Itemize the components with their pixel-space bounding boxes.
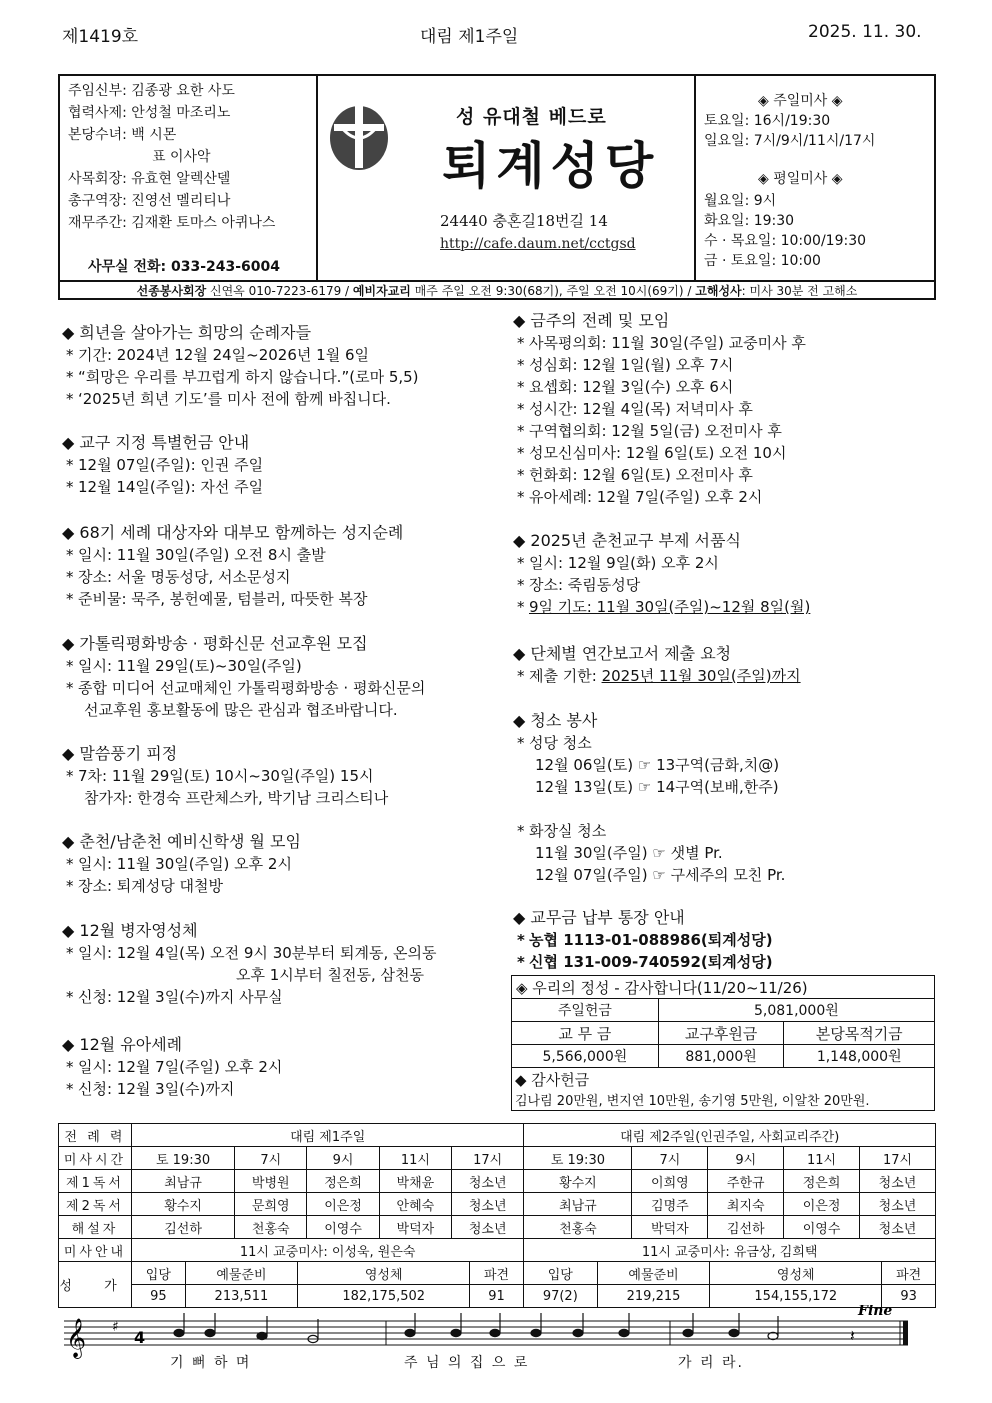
sunday-offering-label: 주일헌금 — [512, 999, 659, 1022]
notice-sick-communion: ◆ 12월 병자영성체 * 일시: 12월 4일(목) 오전 9시 30분부터 퇴계동, 온의동 오후 1시부터 칠전동, 삼천동 * 신청: 12월 3일(수)까지 사무실 — [62, 920, 437, 1008]
thanks-offering-list: 김나림 20만원, 변지연 10만원, 송기영 5만원, 이알찬 20만원. — [515, 1094, 870, 1109]
liturgy-title: 대림 제1주일 — [420, 27, 519, 47]
offering-header: 교 무 금 — [512, 1022, 659, 1045]
church-name: 퇴계성당 — [442, 137, 660, 195]
svg-text:𝄞: 𝄞 — [66, 1318, 87, 1358]
week1-title: 대림 제1주일 — [132, 1124, 524, 1147]
notice-cleaning: ◆ 청소 봉사 * 성당 청소 12월 06일(토) ☞ 13구역(금화,치@) 12월 13일(토) ☞ 14구역(보배,한주) * 화장실 청소 11월 30일(주일) ☞ 샛별 Pr. 12월 07일(주일) ☞ 구세주의 모친 Pr. — [513, 710, 785, 886]
table-row: 제1독서 최남규 박병원 정은희 박채윤 청소년 황수지 이희영 주한규 정은희 청소년 — [59, 1170, 936, 1193]
weekday-mass-row: 월요일: 9시 — [704, 193, 777, 209]
offering-panel — [511, 975, 935, 1111]
schedule-label: 성 가 — [59, 1262, 132, 1308]
weekday-mass-row: 수 · 목요일: 10:00/19:30 — [704, 233, 867, 249]
notice-bank-accounts: ◆ 교무금 납부 통장 안내 * 농협 1113-01-088986(퇴계성당) * 신협 131-009-740592(퇴계성당) — [513, 907, 773, 973]
issue-number: 제1419호 — [62, 27, 139, 47]
sunday-mass-title: ◈ 주일미사 ◈ — [758, 93, 843, 109]
notice-seminarian: ◆ 춘천/남춘천 예비신학생 월 모임 * 일시: 11월 30일(주일) 오후 2시 * 장소: 퇴계성당 대철방 — [62, 831, 301, 897]
weekday-mass-row: 화요일: 19:30 — [704, 213, 795, 229]
schedule-label: 전 례 력 — [59, 1124, 132, 1147]
contact-bar: 선종봉사회장 신연옥 010-7223-6179 / 예비자교리 매주 주일 오전 9:30(68기), 주일 오전 10시(69기) / 고해성사: 미사 30분 전 고해소 — [60, 280, 934, 300]
svg-text:𝄽: 𝄽 — [850, 1326, 855, 1345]
notice-special-collection: ◆ 교구 지정 특별헌금 안내 * 12월 07일(주일): 인권 주일 * 12월 14일(주일): 자선 주일 — [62, 432, 263, 498]
notice-jubilee: ◆ 희년을 살아가는 희망의 순례자들 * 기간: 2024년 12월 24일~2026년 1월 6일 * “희망은 우리를 부끄럽게 하지 않습니다.”(로마 5,5) * ‘2025년 희년 기도’를 미사 전에 함께 바칩니다. — [62, 322, 419, 410]
fine-mark: Fine — [858, 1305, 893, 1319]
church-logo-icon — [328, 100, 390, 172]
staff-row: 사목회장: 유효현 알렉산델 — [68, 171, 231, 187]
offering-value: 881,000원 — [658, 1045, 784, 1068]
staff-row: 총구역장: 진영선 멜리티나 — [68, 193, 231, 209]
schedule-label: 제1독서 — [59, 1170, 132, 1193]
week2-title: 대림 제2주일(인권주일, 사회교리주간) — [524, 1124, 936, 1147]
thanks-offering-title: ◆ 감사헌금 — [515, 1071, 590, 1089]
hymn-table: 성 가 입당 예물준비 영성체 파견 입당 예물준비 영성체 파견 95 213,511 182,175,502 91 97(2) 219,215 154,155,172 93 — [58, 1261, 936, 1308]
hymn-lyric: 가 리 라. — [678, 1355, 744, 1371]
novena-dates: 9일 기도: 11월 30일(주일)~12월 8일(월) — [529, 598, 811, 616]
mass-times — [694, 76, 936, 280]
table-row: 제2독서 황수지 문희영 이은정 안혜숙 청소년 최남규 김명주 최지숙 이은정 청소년 — [59, 1193, 936, 1216]
sunday-mass-row: 일요일: 7시/9시/11시/17시 — [704, 133, 876, 149]
schedule-label: 미사시간 — [59, 1147, 132, 1170]
notice-mission-support: ◆ 가톨릭평화방송 · 평화신문 선교후원 모집 * 일시: 11월 29일(토)~30일(주일) * 종합 미디어 선교매체인 가톨릭평화방송 · 평화신문의 선교후원 홍보활동에 많은 관심과 협조바랍니다. — [62, 633, 425, 721]
notice-infant-baptism: ◆ 12월 유아세례 * 일시: 12월 7일(주일) 오후 2시 * 신청: 12월 3일(수)까지 — [62, 1034, 282, 1100]
staff-row: 표 이사악 — [152, 149, 211, 165]
weekday-mass-title: ◈ 평일미사 ◈ — [758, 171, 843, 187]
staff-list — [60, 76, 318, 280]
ministry-schedule — [58, 1123, 936, 1308]
staff-row: 협력사제: 안성철 마조리노 — [68, 105, 231, 121]
offering-value: 5,566,000원 — [512, 1045, 659, 1068]
issue-date: 2025. 11. 30. — [808, 22, 922, 42]
table-row: 해설자 김선하 천홍숙 이영수 박덕자 청소년 천홍숙 박덕자 김선하 이영수 청소년 — [59, 1216, 936, 1239]
svg-text:♯: ♯ — [112, 1319, 119, 1335]
notice-annual-report: ◆ 단체별 연간보고서 제출 요청 * 제출 기한: 2025년 11월 30일(주일)까지 — [513, 643, 801, 687]
svg-text:4: 4 — [134, 1328, 146, 1347]
staff-row: 본당수녀: 백 시몬 — [68, 127, 177, 143]
masthead — [58, 74, 936, 300]
office-phone: 사무실 전화: 033-243-6004 — [88, 259, 280, 275]
notice-diaconate: ◆ 2025년 춘천교구 부제 서품식 * 일시: 12월 9일(화) 오후 2시 * 장소: 죽림동성당 * 9일 기도: 11월 30일(주일)~12월 8일(월) — [513, 530, 810, 618]
sunday-offering-value: 5,081,000원 — [658, 999, 934, 1022]
church-address: 24440 충혼길18번길 14 — [440, 212, 608, 230]
notice-pilgrimage: ◆ 68기 세례 대상자와 대부모 함께하는 성지순례 * 일시: 11월 30일(주일) 오전 8시 출발 * 장소: 서울 명동성당, 서소문성지 * 준비물: 묵주, 봉헌예물, 텀블러, 따뜻한 복장 — [62, 522, 403, 610]
offering-table — [511, 975, 935, 1111]
table-row: 미사시간 토 19:30 7시 9시 11시 17시 토 19:30 7시 9시 11시 17시 — [59, 1147, 936, 1170]
schedule-table — [58, 1123, 936, 1262]
notice-retreat: ◆ 말씀풍기 피정 * 7차: 11월 29일(토) 10시~30일(주일) 15시 참가자: 한경숙 프란체스카, 박기남 크리스티나 — [62, 743, 388, 809]
hymn-lyric: 주 님 의 집 으 로 — [404, 1355, 530, 1371]
church-url[interactable]: http://cafe.daum.net/cctgsd — [440, 236, 636, 252]
table-row: 미사안내 11시 교중미사: 이성욱, 원은숙 11시 교중미사: 유금상, 김희택 — [59, 1239, 936, 1262]
notice-weekly-liturgy: ◆ 금주의 전례 및 모임 * 사목평의회: 11월 30일(주일) 교중미사 후 * 성심회: 12월 1일(월) 오후 7시 * 요셉회: 12월 3일(수) 오후 6시 * 성시간: 12월 4일(목) 저녁미사 후 * 구역협의회: 12월 5일(금) 오전미사 후 * 성모신심미사: 12월 6일(토) 오전 10시 * 헌화회: 12월 6일(토) 오전미사 후 * 유아세례: 12월 7일(주일) 오후 2시 — [513, 310, 806, 508]
church-patron: 성 유대철 베드로 — [456, 106, 607, 128]
offering-title: ◈ 우리의 정성 - 감사합니다(11/20~11/26) — [512, 976, 935, 999]
schedule-label: 제2독서 — [59, 1193, 132, 1216]
offering-header: 교구후원금 — [658, 1022, 784, 1045]
sunday-mass-row: 토요일: 16시/19:30 — [704, 113, 831, 129]
schedule-label: 해설자 — [59, 1216, 132, 1239]
offering-value: 1,148,000원 — [784, 1045, 935, 1068]
offering-header: 본당목적기금 — [784, 1022, 935, 1045]
schedule-label: 미사안내 — [59, 1239, 132, 1262]
weekday-mass-row: 금 · 토요일: 10:00 — [704, 253, 821, 269]
table-row: 95 213,511 182,175,502 91 97(2) 219,215 154,155,172 93 — [59, 1285, 936, 1308]
staff-row: 재무주간: 김재환 토마스 아퀴나스 — [68, 215, 276, 231]
hymn-lyric: 기 뻐 하 며 — [170, 1355, 252, 1371]
church-title-block — [318, 76, 694, 280]
staff-row: 주임신부: 김종광 요한 사도 — [68, 83, 235, 99]
